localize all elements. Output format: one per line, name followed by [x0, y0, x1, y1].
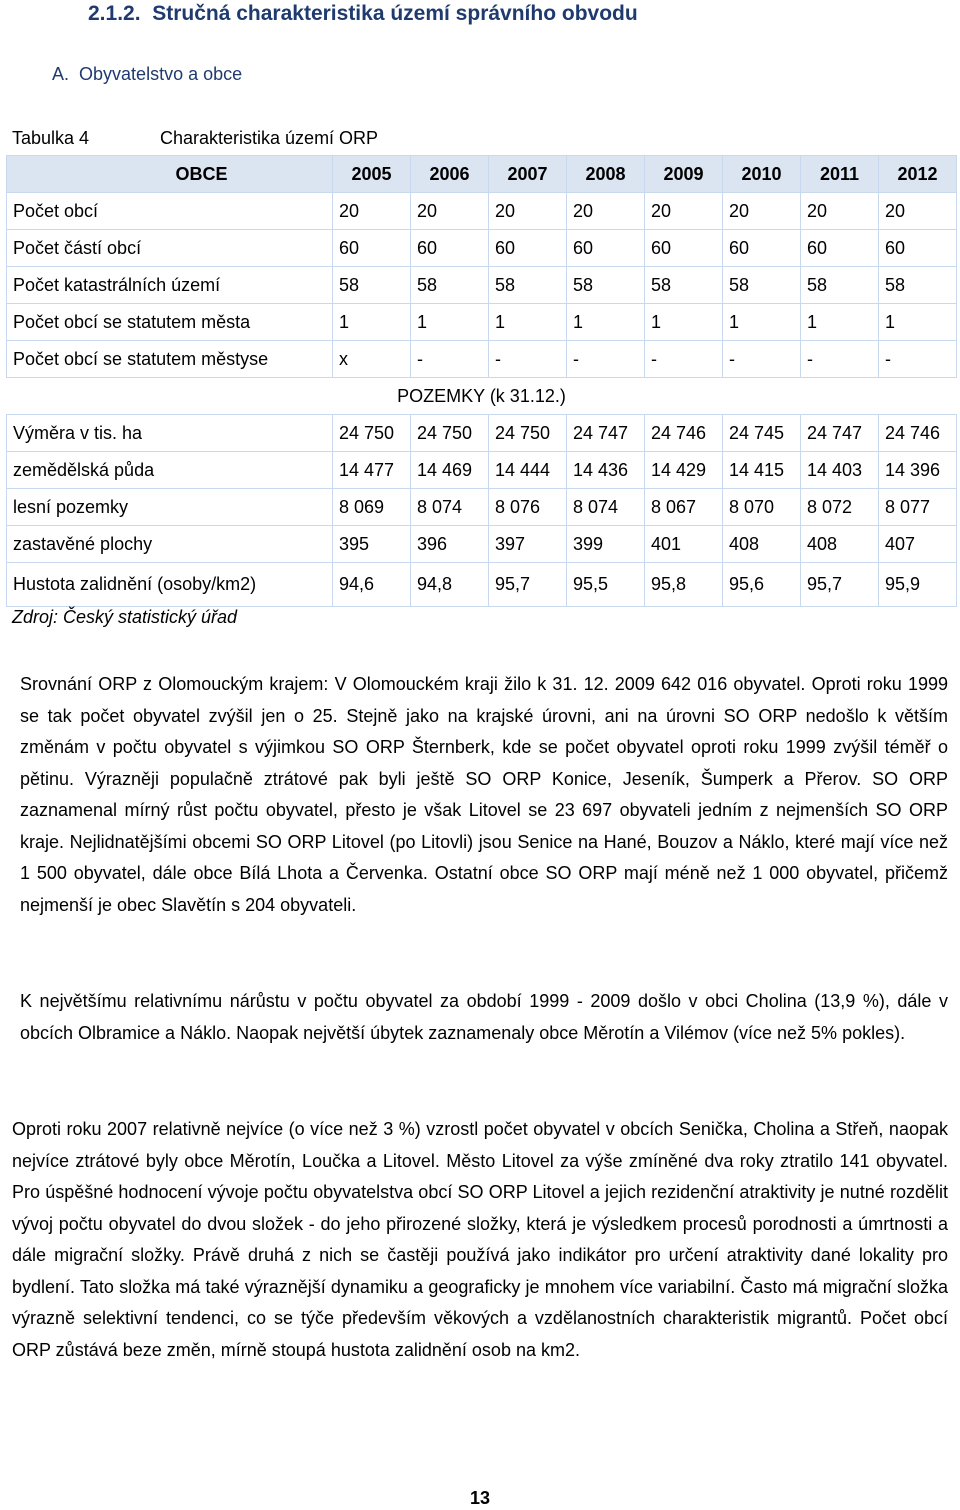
table-cell: 58: [723, 267, 801, 304]
row-label: lesní pozemky: [7, 489, 333, 526]
table-cell: 14 469: [411, 452, 489, 489]
table-cell: 60: [333, 230, 411, 267]
row-label: Počet částí obcí: [7, 230, 333, 267]
table-cell: 20: [333, 193, 411, 230]
header-cell-year: 2005: [333, 156, 411, 193]
table-cell: 408: [801, 526, 879, 563]
subsection-title: Obyvatelstvo a obce: [79, 64, 243, 84]
row-label: Počet obcí se statutem městyse: [7, 341, 333, 378]
table-cell: 408: [723, 526, 801, 563]
table-cell: 24 746: [645, 415, 723, 452]
table-cell: 60: [567, 230, 645, 267]
table-cell: 14 444: [489, 452, 567, 489]
table-cell: -: [801, 341, 879, 378]
header-cell-year: 2008: [567, 156, 645, 193]
row-label: Počet katastrálních území: [7, 267, 333, 304]
table-cell: 1: [567, 304, 645, 341]
table-cell: 60: [879, 230, 957, 267]
table-row: [7, 304, 957, 341]
table-cell: 20: [645, 193, 723, 230]
table-row: [7, 341, 957, 378]
table-cell: -: [411, 341, 489, 378]
table-row: [7, 563, 957, 607]
table-cell: 58: [567, 267, 645, 304]
table-cell: 1: [333, 304, 411, 341]
table-cell: -: [489, 341, 567, 378]
table-row: [7, 193, 957, 230]
table-cell: 95,7: [801, 563, 879, 607]
subsection-letter: A.: [52, 64, 70, 84]
table-cell: 399: [567, 526, 645, 563]
table-cell: 60: [645, 230, 723, 267]
table-cell: 14 477: [333, 452, 411, 489]
table-cell: 401: [645, 526, 723, 563]
table-cell: 20: [879, 193, 957, 230]
table-cell: 58: [489, 267, 567, 304]
table-row: [7, 489, 957, 526]
table-cell: 395: [333, 526, 411, 563]
row-label: Hustota zalidnění (osoby/km2): [7, 563, 333, 607]
table-cell: 24 747: [567, 415, 645, 452]
table-cell: 1: [801, 304, 879, 341]
page-number: 13: [469, 1488, 491, 1508]
table-cell: 1: [489, 304, 567, 341]
orp-characteristics-table: [6, 155, 957, 607]
table-cell: 407: [879, 526, 957, 563]
row-label: Počet obcí se statutem města: [7, 304, 333, 341]
table-caption-label: Tabulka 4: [12, 128, 90, 148]
table-caption-title: Charakteristika území ORP: [160, 128, 379, 148]
table-cell: 95,8: [645, 563, 723, 607]
table-cell: x: [333, 341, 411, 378]
table-cell: -: [567, 341, 645, 378]
table-cell: 24 750: [411, 415, 489, 452]
subsection-heading: [52, 64, 242, 85]
table-cell: 396: [411, 526, 489, 563]
table-cell: 8 074: [411, 489, 489, 526]
table-cell: 8 070: [723, 489, 801, 526]
section-number: 2.1.2.: [88, 2, 141, 25]
row-label: Výměra v tis. ha: [7, 415, 333, 452]
table-cell: 14 429: [645, 452, 723, 489]
table-cell: 8 067: [645, 489, 723, 526]
table-row: [7, 452, 957, 489]
table-cell: 24 750: [333, 415, 411, 452]
table-cell: 8 077: [879, 489, 957, 526]
table-cell: 24 745: [723, 415, 801, 452]
table-cell: 24 746: [879, 415, 957, 452]
table-cell: 20: [801, 193, 879, 230]
table-cell: 58: [801, 267, 879, 304]
table-cell: 14 396: [879, 452, 957, 489]
pozemky-section-row: [7, 378, 957, 415]
row-label: zemědělská půda: [7, 452, 333, 489]
table-cell: -: [645, 341, 723, 378]
table-cell: 1: [411, 304, 489, 341]
table-cell: 8 069: [333, 489, 411, 526]
header-cell-year: 2009: [645, 156, 723, 193]
table-row: [7, 415, 957, 452]
table-cell: 94,8: [411, 563, 489, 607]
table-cell: 14 436: [567, 452, 645, 489]
table-cell: 1: [723, 304, 801, 341]
table-cell: 60: [411, 230, 489, 267]
table-cell: 58: [645, 267, 723, 304]
section-heading: [88, 2, 638, 26]
table-cell: 20: [411, 193, 489, 230]
table-cell: -: [723, 341, 801, 378]
table-cell: 60: [801, 230, 879, 267]
table-cell: 8 072: [801, 489, 879, 526]
table-cell: 24 747: [801, 415, 879, 452]
table-cell: 14 403: [801, 452, 879, 489]
header-cell-year: 2012: [879, 156, 957, 193]
row-label: Počet obcí: [7, 193, 333, 230]
table-cell: -: [879, 341, 957, 378]
header-cell-year: 2006: [411, 156, 489, 193]
table-cell: 95,5: [567, 563, 645, 607]
table-header-row: [7, 156, 957, 193]
table-cell: 24 750: [489, 415, 567, 452]
table-row: [7, 230, 957, 267]
table-cell: 14 415: [723, 452, 801, 489]
table-cell: 20: [723, 193, 801, 230]
header-cell-year: 2010: [723, 156, 801, 193]
header-cell-obce: OBCE: [7, 156, 333, 193]
table-cell: 58: [879, 267, 957, 304]
table-row: [7, 526, 957, 563]
table-source: Zdroj: Český statistický úřad: [12, 607, 238, 627]
header-cell-year: 2007: [489, 156, 567, 193]
table-cell: 94,6: [333, 563, 411, 607]
section-title: Stručná charakteristika území správního obvodu: [152, 2, 638, 25]
table-cell: 8 074: [567, 489, 645, 526]
table-cell: 95,7: [489, 563, 567, 607]
table-cell: 397: [489, 526, 567, 563]
table-cell: 58: [411, 267, 489, 304]
table-row: [7, 267, 957, 304]
table-cell: 95,6: [723, 563, 801, 607]
paragraph: Oproti roku 2007 relativně nejvíce (o více než 3 %) vzrostl počet obyvatel v obcích Senička, Cholina a Střeň, naopak nejvíce ztrátové byly obce Měrotín, Loučka a Litovel. Město Litovel za výše zmíněné dva roky ztratilo 141 obyvatel. Pro úspěšné hodnocení vývoje počtu obyvatelstva obcí SO ORP Litovel a jejich rezidenční atraktivity je nutné rozdělit vývoj počtu obyvatel do dvou složek - do jeho přirozené složky, která je výsledkem procesů porodnosti a úmrtnosti a dále migrační složky. Právě druhá z nich se častěji používá jako indikátor pro určení atraktivity dané lokality pro bydlení. Tato složka má také výraznější dynamiku a geograficky je mnohem více variabilní. Často má migrační složka výrazně selektivní tendenci, co se týče především věkových a vzdělanostních charakteristik migrantů. Počet obcí ORP zůstává beze změn, mírně stoupá hustota zalidnění osob na km2.: [12, 1119, 948, 1360]
paragraph: K největšímu relativnímu nárůstu v počtu obyvatel za období 1999 - 2009 došlo v obci Cholina (13,9 %), dále v obcích Olbramice a Náklo. Naopak největší úbytek zaznamenaly obce Měrotín a Vilémov (více než 5% pokles).: [20, 991, 948, 1043]
table-cell: 20: [489, 193, 567, 230]
table-cell: 58: [333, 267, 411, 304]
table-cell: 95,9: [879, 563, 957, 607]
table-cell: 8 076: [489, 489, 567, 526]
table-cell: 1: [879, 304, 957, 341]
header-cell-year: 2011: [801, 156, 879, 193]
table-body: [7, 156, 957, 607]
table-cell: 20: [567, 193, 645, 230]
table-cell: 60: [489, 230, 567, 267]
paragraph: Srovnání ORP z Olomouckým krajem: V Olomouckém kraji žilo k 31. 12. 2009 642 016 obyvatel. Oproti roku 1999 se tak počet obyvatel zvýšil jen o 25. Stejně jako na krajské úrovni, ani na úrovni SO ORP nedošlo k větším změnám v počtu obyvatel s výjimkou SO ORP Šternberk, kde se počet obyvatel oproti roku 1999 zvýšil téměř o pětinu. Výrazněji populačně ztrátové pak byli ještě SO ORP Konice, Jeseník, Šumperk a Přerov. SO ORP zaznamenal mírný růst počtu obyvatel, přesto je však Litovel se 23 697 obyvateli jedním z nejmenších SO ORP kraje. Nejlidnatějšími obcemi SO ORP Litovel (po Litovli) jsou Senice na Hané, Bouzov a Náklo, které mají více než 1 500 obyvatel, dále obce Bílá Lhota a Červenka. Ostatní obce SO ORP mají méně než 1 000 obyvatel, přičemž nejmenší je obec Slavětín s 204 obyvateli.: [20, 674, 948, 915]
pozemky-section-label: POZEMKY (k 31.12.): [397, 385, 566, 406]
table-cell: 60: [723, 230, 801, 267]
row-label: zastavěné plochy: [7, 526, 333, 563]
table-cell: 1: [645, 304, 723, 341]
